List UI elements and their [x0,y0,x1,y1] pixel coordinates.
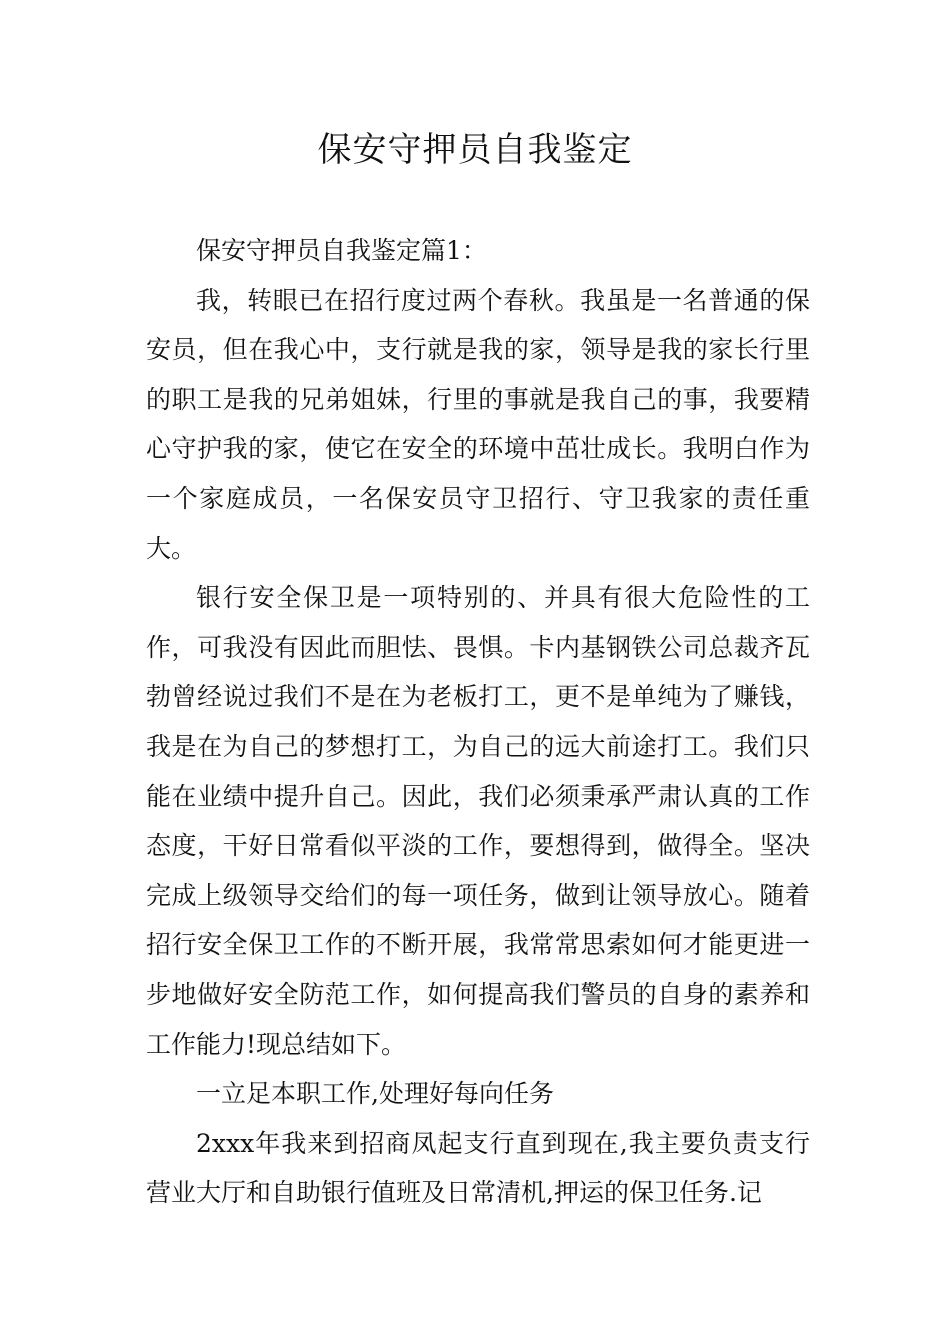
paragraph: 我，转眼已在招行度过两个春秋。我虽是一名普通的保安员，但在我心中，支行就是我的家，领导是我的家长行里的职工是我的兄弟姐妹，行里的事就是我自己的事，我要精心守护我的家，使它在安全的环境中茁壮成长。我明白作为一个家庭成员，一名保安员守卫招行、守卫我家的责任重大。 [146,285,810,563]
section-heading: 一立足本职工作,处理好每向任务 [196,1079,554,1109]
page-title: 保安守押员自我鉴定 [317,130,633,170]
document-body [146,226,810,1218]
paragraph: 2xxx年我来到招商凤起支行直到现在,我主要负责支行营业大厅和自助银行值班及日常清机,押运的保卫任务.记 [146,1128,810,1208]
paragraph: 银行安全保卫是一项特别的、并具有很大危险性的工作，可我没有因此而胆怯、畏惧。卡内基钢铁公司总裁齐瓦勃曾经说过我们不是在为老板打工，更不是单纯为了赚钱，我是在为自己的梦想打工，为自己的远大前途打工。我们只能在业绩中提升自己。因此，我们必须秉承严肃认真的工作态度，干好日常看似平淡的工作，要想得到，做得全。坚决完成上级领导交给们的每一项任务，做到让领导放心。随着招行安全保卫工作的不断开展，我常常思索如何才能更进一步地做好安全防范工作，如何提高我们警员的自身的素养和工作能力!现总结如下。 [146,583,810,1059]
paragraph-heading: 保安守押员自我鉴定篇1： [196,236,487,265]
